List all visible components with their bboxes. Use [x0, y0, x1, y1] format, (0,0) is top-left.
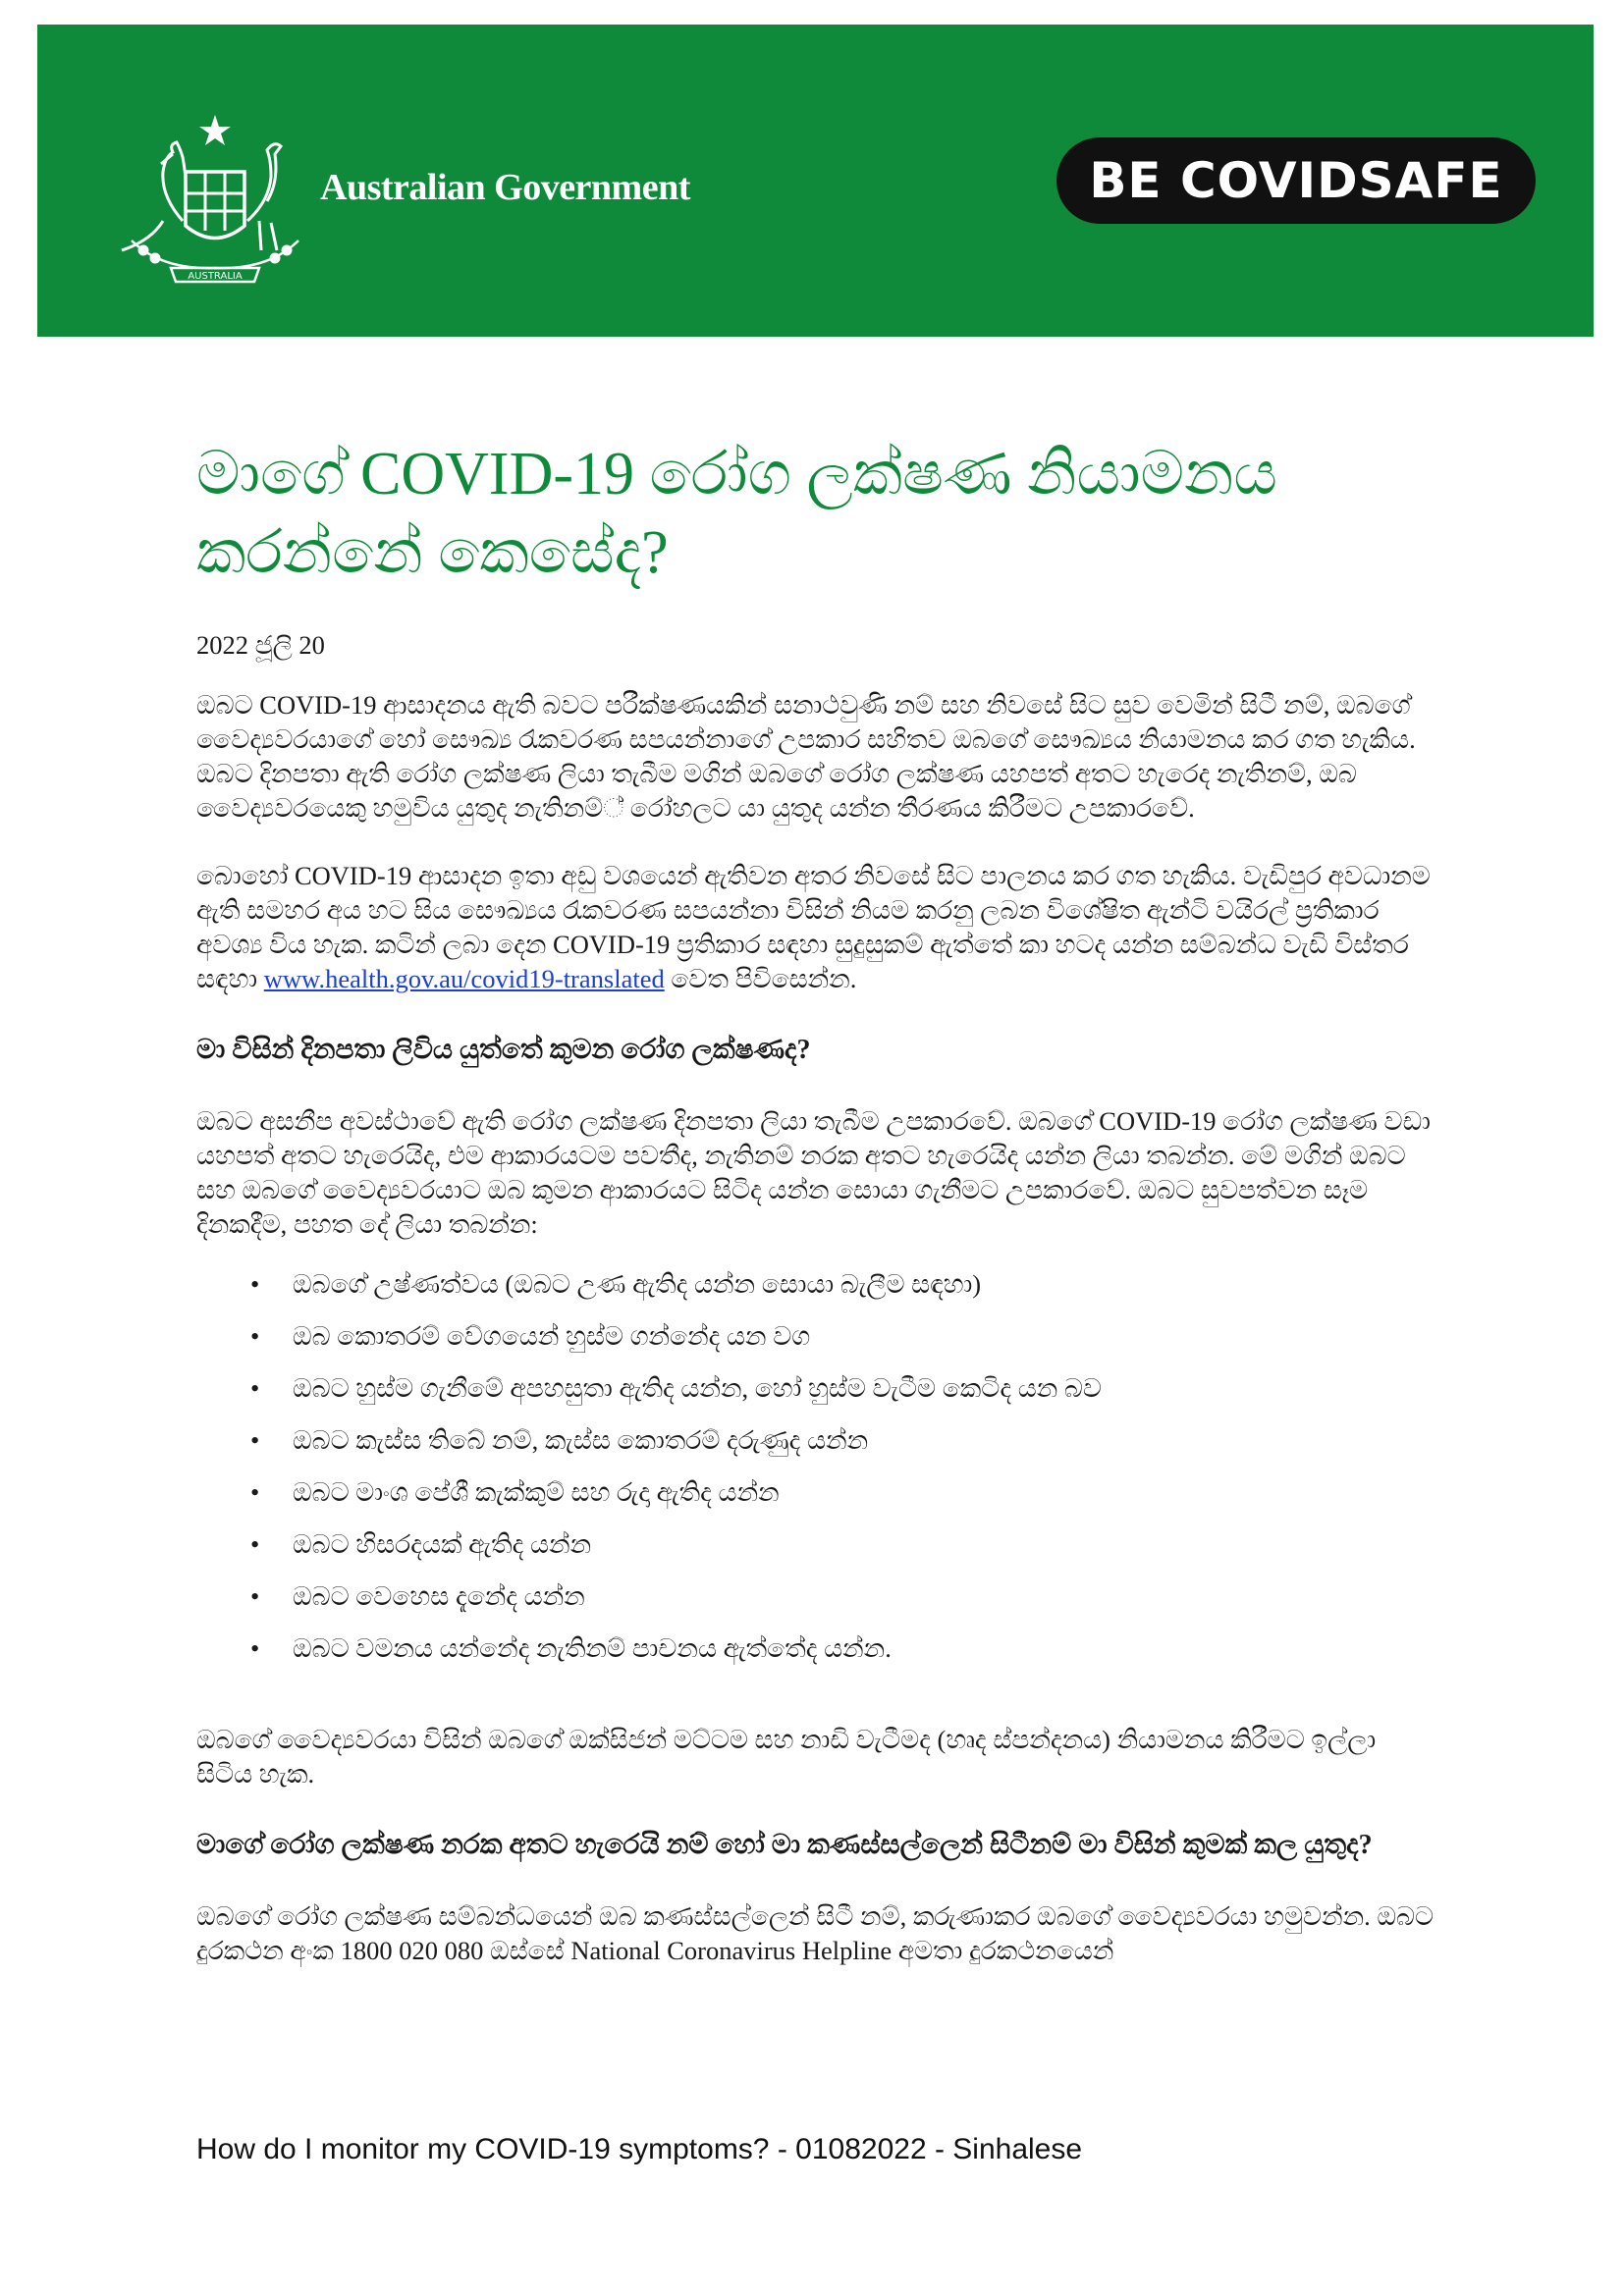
list-item-text: ඔබ කොතරම් වේගයෙන් හුස්ම ගන්නේද යන වග: [293, 1321, 811, 1351]
intro-paragraph: ඔබට COVID-19 ආසාදනය ඇති බවට පරීක්ෂණයකින් සනාථවුණි නම් සහ නිවසේ සිට සුව වෙමින් සිටී නම්, ඔබගේ වෛද්‍යවරයාගේ හෝ සෞඛ්‍ය රැකවරණ සපයන්නාගේ උපකාර සහිතව ඔබගේ සෞඛ්‍යය නියාමනය කර ගත හැකිය. ඔබට දිනපතා ඇති රෝග ලක්ෂණ ලියා තැබීම මගින් ඔබගේ රෝග ලක්ෂණ යහපත් අතට හැරෙද නැතිනම්, ඔබ වෛද්‍යවරයෙකු හමුවිය යුතුද නැතිනම්් රෝහලට යා යුතුද යන්න තීරණය කිරීමට උපකාරවේ.: [196, 690, 1416, 823]
list-item: [196, 1579, 1434, 1631]
list-item-text: ඔබට වෙහෙස දැනේද යන්න: [293, 1581, 585, 1611]
government-name: Australian Government: [320, 167, 690, 208]
bullet: •: [250, 1321, 260, 1351]
list-item: [196, 1423, 1434, 1475]
list-item: [196, 1267, 1434, 1319]
list-item: [196, 1371, 1434, 1423]
section-heading-worse: මාගේ රෝග ලක්ෂණ නරක අතට හැරෙයි නම් හෝ මා කණස්සල්ලෙන් සිටීනම් මා විසින් කුමක් කල යුතුද?: [196, 1830, 1373, 1860]
bullet: •: [250, 1529, 260, 1559]
symptoms-list: [196, 1267, 1434, 1683]
bullet: •: [250, 1633, 260, 1663]
list-item-text: ඔබට හිසරදයක් ඇතිද යන්න: [293, 1529, 592, 1559]
be-covidsafe-badge: [1056, 137, 1536, 224]
list-item-text: ඔබට හුස්ම ගැනීමේ අපහසුතා ඇතිද යන්න, හෝ හුස්ම වැටීම කෙටිද යන බව: [293, 1373, 1102, 1403]
oxygen-paragraph: ඔබගේ වෛද්‍යවරයා විසින් ඔබගේ ඔක්සිජන් මට්ටම සහ නාඩි වැටීමද (හෘද ස්පන්දනය) නියාමනය කිරීමට ඉල්ලා සිටිය හැක.: [196, 1725, 1377, 1789]
helpline-paragraph: ඔබගේ රෝග ලක්ෂණ සම්බන්ධයෙන් ඔබ කණස්සල්ලෙන් සිටී නම්, කරුණාකර ඔබගේ වෛද්‍යවරයා හමුවන්න. ඔබට දුරකථන අංක 1800 020 080 ඔස්සේ National Coronavirus Helpline අමතා දුරකථනයෙන්: [196, 1901, 1434, 1965]
page-footer: How do I monitor my COVID-19 symptoms? - 01082022 - Sinhalese: [196, 2133, 1083, 2165]
badge-text-part2: SAFE: [1358, 152, 1503, 209]
page-title: මාගේ COVID-19 රෝග ලක්ෂණ නියාමනය කරන්නේ කෙසේද?: [196, 441, 1277, 586]
treatment-text-after: වෙත පිවිසෙන්න.: [671, 964, 857, 993]
health-gov-link[interactable]: www.health.gov.au/covid19-translated: [263, 964, 665, 993]
coat-of-arms-icon: [92, 103, 338, 294]
list-item-text: ඔබට මාංශ පේශී කැක්කුම් සහ රුදා ඇතිද යන්න: [293, 1477, 780, 1507]
list-item: [196, 1631, 1434, 1683]
list-item: [196, 1475, 1434, 1527]
list-item: [196, 1527, 1434, 1579]
document-body: [196, 628, 1434, 2002]
treatment-text: බොහෝ COVID-19 ආසාදන ඉතා අඩු වශයෙන් ඇතිවන අතර නිවසේ සිට පාලනය කර ගත හැකිය. වැඩිපුර අවධානම ඇති සමහර අය හට සිය සෞඛ්‍යය රැකවරණ සපයන්නා විසින් නියම කරනු ලබන විශේෂිත ඇන්ටි වයිරල් ප්‍රතිකාර අවශ්‍ය විය හැක. කටින් ලබා දෙන COVID-19 ප්‍රතිකාර සඳහා සුදුසුකම් ඇත්තේ කා හටද යන්න සම්බන්ධ වැඩි විස්තර සඳහා: [196, 861, 1431, 993]
treatment-paragraph: [196, 859, 1434, 996]
bullet: •: [250, 1373, 260, 1403]
list-item: [196, 1319, 1434, 1371]
publish-date: 2022 ජූලි 20: [196, 630, 325, 660]
symptoms-intro-paragraph: ඔබට අසනීප අවස්ථාවේ ඇති රෝග ලක්ෂණ දිනපතා ලියා තැබීම උපකාරවේ. ඔබගේ COVID-19 රෝග ලක්ෂණ වඩා යහපත් අතට හැරෙයිද, එම ආකාරයටම පවතීද, නැතිනම් නරක අතට හැරෙයිද යන්න ලියා තබන්න. මේ මගින් ඔබට සහ ඔබගේ වෛද්‍යවරයාට ඔබ කුමන ආකාරයට සිටිද යන්න සොයා ගැනීමට උපකාරවේ. ඔබට සුවපත්වන සෑම දිනකදීම, පහත දේ ලියා තබන්න:: [196, 1106, 1431, 1239]
list-item-text: ඔබට වමනය යන්නේද නැතිනම් පාචනය ඇත්තේද යන්න.: [293, 1633, 892, 1663]
bullet: •: [250, 1581, 260, 1611]
badge-text-part1: BE COVID: [1089, 152, 1359, 209]
section-heading-symptoms: මා විසින් දිනපතා ලිවිය යුත්තේ කුමන රෝග ලක්ෂණද?: [196, 1035, 811, 1065]
list-item-text: ඔබගේ උෂ්ණත්වය (ඔබට උණ ඇතිද යන්න සොයා බැලීම සඳහා): [293, 1269, 982, 1299]
bullet: •: [250, 1269, 260, 1299]
bullet: •: [250, 1425, 260, 1455]
bullet: •: [250, 1477, 260, 1507]
list-item-text: ඔබට කැස්ස තිබේ නම්, කැස්ස කොතරම් දරුණුද යන්න: [293, 1425, 869, 1455]
svg-text:AUSTRALIA: AUSTRALIA: [188, 271, 243, 282]
header-banner: [37, 25, 1594, 337]
